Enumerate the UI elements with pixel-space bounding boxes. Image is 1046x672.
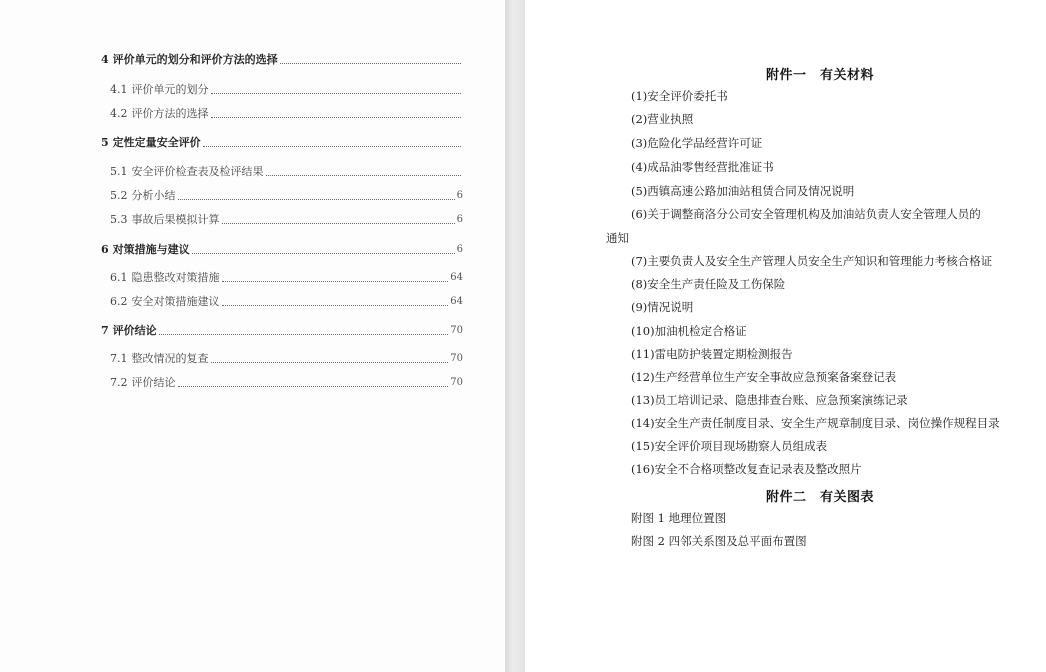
toc-entry-title: 评价方法的选择 [131,107,209,120]
toc-entry[interactable] [110,376,463,390]
toc-entry-title: 评价结论 [112,324,157,337]
page-gutter [505,0,525,672]
toc-entry-number: 4 [101,53,109,66]
attachment-item: (9)情况说明 [631,300,694,314]
toc-leader [211,116,462,118]
toc-entry-title: 整改情况的复查 [131,352,209,365]
toc-entry-page: 6 [456,190,463,201]
attachment-item: (16)安全不合格项整改复查记录表及整改照片 [631,462,862,476]
toc-entry-title: 分析小结 [131,189,176,202]
toc-entry[interactable] [101,136,463,150]
toc-entry[interactable] [110,352,463,366]
toc-entry-page: 70 [450,325,463,336]
toc-entry[interactable] [110,165,463,179]
attachment-item: (12)生产经营单位生产安全事故应急预案备案登记表 [631,370,897,384]
toc-entry[interactable] [101,243,463,257]
toc-entry-page: 6 [456,244,463,255]
toc-entry-number: 5.1 [110,165,128,178]
attachment-item: (2)营业执照 [631,112,694,126]
toc-entry[interactable] [101,324,463,338]
toc-leader [211,92,462,94]
toc-entry-number: 5.3 [110,213,128,226]
right-page [525,0,1046,672]
toc-entry-number: 6 [101,243,109,256]
attachment-item: (1)安全评价委托书 [631,89,728,103]
toc-entry-number: 4.1 [110,83,128,96]
toc-entry[interactable] [110,83,463,97]
toc-entry-title: 评价单元的划分和评价方法的选择 [112,53,278,66]
toc-entry[interactable] [110,295,463,309]
toc-leader [222,280,449,282]
toc-entry-number: 5 [101,136,109,149]
toc-entry[interactable] [110,271,463,285]
attachment-item: (11)雷电防护装置定期检测报告 [631,347,793,361]
toc-entry-title: 评价单元的划分 [131,83,209,96]
attachment-item: 附图 1 地理位置图 [631,511,727,525]
toc-leader [222,222,455,224]
toc-entry-title: 事故后果模拟计算 [131,213,220,226]
toc-entry-number: 6.1 [110,271,128,284]
attachment-item: (4)成品油零售经营批准证书 [631,160,774,174]
toc-entry-number: 7 [101,324,109,337]
attachment-item: 通知 [606,231,629,245]
toc-leader [266,174,462,176]
toc-leader [178,385,449,387]
attachment-item: (6)关于调整商洛分公司安全管理机构及加油站负责人安全管理人员的 [631,207,981,221]
toc-entry-page: 70 [450,377,463,388]
toc-leader [192,252,455,254]
attachment1-heading: 附件一 有关材料 [765,68,874,83]
toc-entry-title: 安全评价检查表及检评结果 [131,165,264,178]
toc-entry-title: 安全对策措施建议 [131,295,220,308]
toc-entry-number: 6.2 [110,295,128,308]
toc-entry[interactable] [101,53,463,67]
toc-leader [211,361,449,363]
toc-entry-number: 7.1 [110,352,128,365]
attachment2-heading: 附件二 有关图表 [765,490,874,505]
toc-leader [222,304,449,306]
toc-entry[interactable] [110,213,463,227]
attachment-item: (7)主要负责人及安全生产管理人员安全生产知识和管理能力考核合格证 [631,254,993,268]
toc-entry-title: 对策措施与建议 [112,243,190,256]
toc-entry[interactable] [110,107,463,121]
toc-entry-number: 4.2 [110,107,128,120]
attachment-item: (13)员工培训记录、隐患排查台账、应急预案演练记录 [631,393,908,407]
toc-entry-number: 5.2 [110,189,128,202]
attachment-item: (14)安全生产责任制度目录、安全生产规章制度目录、岗位操作规程目录 [631,416,1000,430]
toc-entry[interactable] [110,189,463,203]
toc-entry-page: 64 [450,272,463,283]
toc-entry-title: 隐患整改对策措施 [131,271,220,284]
toc-leader [280,62,461,64]
toc-leader [203,145,461,147]
attachment-item: (5)西镇高速公路加油站租赁合同及情况说明 [631,184,855,198]
toc-entry-page: 6 [456,214,463,225]
toc-entry-title: 定性定量安全评价 [112,136,201,149]
attachment-item: 附图 2 四邻关系图及总平面布置图 [631,534,807,548]
toc-entry-title: 评价结论 [131,376,176,389]
toc-leader [159,333,449,335]
toc-entry-number: 7.2 [110,376,128,389]
toc-entry-page: 70 [450,353,463,364]
attachment-item: (8)安全生产责任险及工伤保险 [631,277,786,291]
attachment-item: (15)安全评价项目现场勘察人员组成表 [631,439,828,453]
toc-leader [178,198,455,200]
attachment-item: (3)危险化学品经营许可证 [631,136,763,150]
attachment-item: (10)加油机检定合格证 [631,324,747,338]
toc-entry-page: 64 [450,296,463,307]
